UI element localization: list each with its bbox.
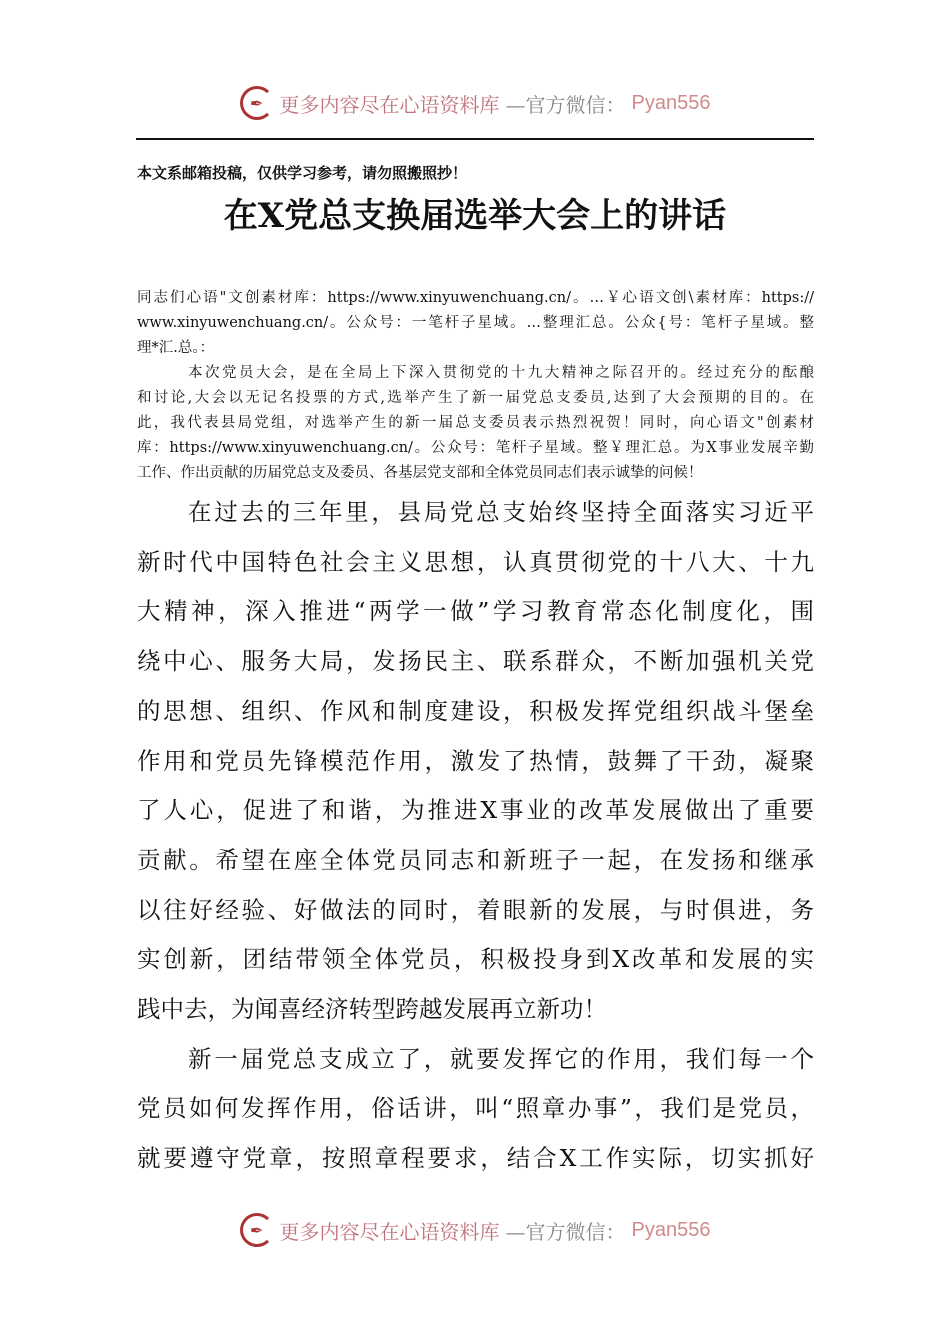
banner-text: 更多内容尽在心语资料库 <box>279 1219 500 1244</box>
text-line: 大精神，深入推进“两学一做”学习教育常态化制度化，围 <box>137 597 814 626</box>
banner-separator: —官方微信： <box>505 92 626 117</box>
banner-separator: —官方微信： <box>505 1219 626 1244</box>
text-line: 绕中心、服务大局，发扬民主、联系群众，不断加强机关党 <box>137 647 814 676</box>
footer-banner <box>0 1213 950 1247</box>
pen-logo-icon: ✒ <box>240 86 274 120</box>
text-line: 理*汇.总。： <box>137 340 215 356</box>
text-line: 新一届党总支成立了，就要发挥它的作用，我们每一个 <box>188 1044 814 1073</box>
text-line: 党员如何发挥作用，俗话讲，叫“照章办事”，我们是党员， <box>137 1094 814 1123</box>
text-line: 同志们心语"文创素材库：https://www.xinyuwenchuang.cn/。…￥心语文创\素材库：https:// <box>137 290 814 306</box>
text-line: 就要遵守党章，按照章程要求，结合X工作实际，切实抓好 <box>137 1144 814 1173</box>
text-line: www.xinyuwenchuang.cn/。公众号：一笔杆子星域。…整理汇总。公众{号：笔杆子星域。整 <box>137 315 814 331</box>
text-line: 此，我代表县局党组，对选举产生的新一届总支委员表示热烈祝贺！同时，向心语文"创素材 <box>137 415 814 431</box>
banner-wechat: Pyan556 <box>631 1218 711 1241</box>
header-banner <box>0 86 950 120</box>
notice-text: 本文系邮箱投稿，仅供学习参考，请勿照搬照抄！ <box>137 164 468 182</box>
text-line: 作用和党员先锋模范作用，激发了热情，鼓舞了干劲，凝聚 <box>137 746 814 775</box>
text-line: 库：https://www.xinyuwenchuang.cn/。公众号：笔杆子星域。整￥理汇总。为X事业发展辛勤 <box>137 440 814 456</box>
text-line: 贡献。希望在座全体党员同志和新班子一起，在发扬和继承 <box>137 845 814 874</box>
text-line: 新时代中国特色社会主义思想，认真贯彻党的十八大、十九 <box>137 547 814 576</box>
text-line: 践中去，为闻喜经济转型跨越发展再立新功！ <box>137 995 607 1023</box>
banner-wechat: Pyan556 <box>631 91 711 114</box>
text-line: 以往好经验、好做法的同时，着眼新的发展，与时俱进，务 <box>137 895 814 924</box>
banner-text: 更多内容尽在心语资料库 <box>279 92 500 117</box>
text-line: 的思想、组织、作风和制度建设，积极发挥党组织战斗堡垒 <box>137 696 814 725</box>
pen-logo-icon: ✒ <box>240 1213 274 1247</box>
text-line: 实创新，团结带领全体党员，积极投身到X改革和发展的实 <box>137 945 814 974</box>
document-title: 在X党总支换届选举大会上的讲话 <box>223 196 727 236</box>
text-line: 工作、作出贡献的历届党总支及委员、各基层党支部和全体党员同志们表示诚挚的问候！ <box>137 465 703 481</box>
header-divider <box>136 138 814 140</box>
text-line: 在过去的三年里，县局党总支始终坚持全面落实习近平 <box>188 498 814 526</box>
text-line: 和讨论,大会以无记名投票的方式,选举产生了新一届党总支委员,达到了大会预期的目的。在 <box>137 390 814 406</box>
text-line: 了人心，促进了和谐，为推进X事业的改革发展做出了重要 <box>137 796 814 825</box>
text-line: 本次党员大会，是在全局上下深入贯彻党的十九大精神之际召开的。经过充分的酝酿 <box>188 365 814 381</box>
